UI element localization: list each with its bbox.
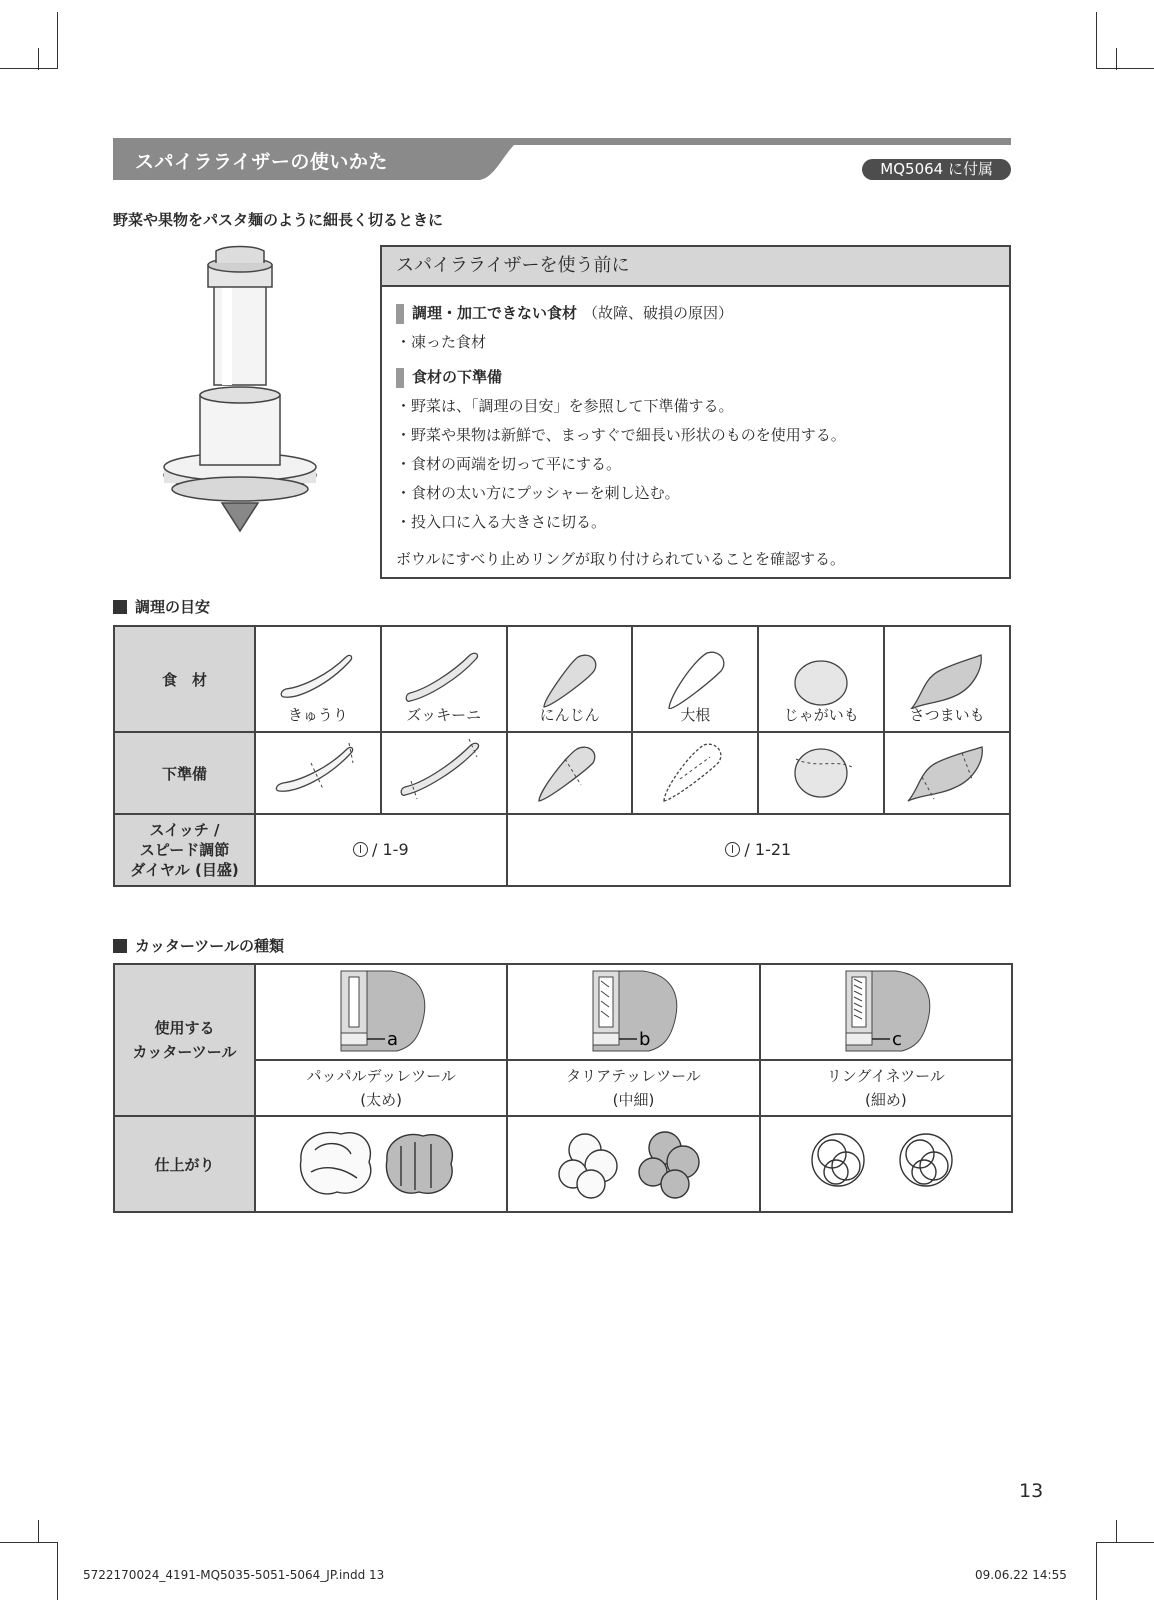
tool-name-b bbox=[507, 1060, 759, 1116]
ingredient-label: 大根 bbox=[680, 706, 711, 724]
ingredient-label: じゃがいも bbox=[783, 706, 859, 724]
speed-value: / 1-9 bbox=[372, 839, 409, 859]
crop-mark-top-left bbox=[38, 48, 39, 70]
row-header-tool-line: カッターツール bbox=[132, 1043, 237, 1061]
ingredient-label: ズッキーニ bbox=[406, 706, 482, 724]
page-number: 13 bbox=[1019, 1480, 1044, 1502]
tool-name: リングイネツール bbox=[826, 1067, 945, 1085]
result-c bbox=[760, 1116, 1012, 1212]
prep-item: ・食材の太い方にプッシャーを刺し込む。 bbox=[396, 484, 680, 502]
model-badge: MQ5064 に付属 bbox=[862, 159, 1011, 180]
row-header-tool bbox=[114, 964, 255, 1116]
section-title: スパイラライザーの使いかた bbox=[135, 151, 388, 173]
prep-carrot bbox=[507, 732, 633, 814]
tool-image-b bbox=[507, 964, 759, 1060]
prep-item: ・野菜や果物は新鮮で、まっすぐで細長い形状のものを使用する。 bbox=[396, 426, 846, 444]
ingredient-label: きゅうり bbox=[287, 706, 348, 724]
ingredient-label: にんじん bbox=[539, 706, 600, 724]
ingredient-carrot bbox=[507, 626, 633, 732]
carrot-icon bbox=[530, 649, 610, 709]
unusable-foods-heading bbox=[396, 299, 995, 328]
result-b bbox=[507, 1116, 759, 1212]
prep-item: ・投入口に入る大きさに切る。 bbox=[396, 513, 607, 531]
prep-item: ・野菜は、「調理の目安」を参照して下準備する。 bbox=[396, 397, 734, 415]
unusable-foods-title: 調理・加工できない食材 bbox=[412, 304, 578, 322]
speed-setting-1 bbox=[255, 814, 507, 886]
ingredient-potato bbox=[758, 626, 884, 732]
prep-heading bbox=[396, 363, 995, 392]
closing-note: ボウルにすべり止めリングが取り付けられていることを確認する。 bbox=[396, 550, 845, 568]
tool-letter: c bbox=[891, 1029, 902, 1050]
tool-image-c bbox=[760, 964, 1012, 1060]
ingredient-sweet-potato bbox=[884, 626, 1010, 732]
row-header-prep: 下準備 bbox=[114, 732, 255, 814]
before-use-heading: スパイラライザーを使う前に bbox=[382, 247, 1009, 287]
linguine-blade-icon bbox=[826, 967, 946, 1053]
section-header bbox=[113, 138, 1011, 182]
section-subtitle: 野菜や果物をパスタ麺のように細長く切るときに bbox=[113, 211, 444, 229]
tool-letter: b bbox=[639, 1029, 651, 1050]
tool-name: タリアテッレツール bbox=[566, 1067, 701, 1085]
pappardelle-blade-icon bbox=[321, 967, 441, 1053]
square-bullet-icon bbox=[113, 939, 127, 953]
heading-bar bbox=[396, 304, 404, 324]
potato-icon bbox=[781, 649, 861, 709]
row-header-switch-line: ダイヤル (目盛) bbox=[130, 861, 239, 879]
power-on-icon bbox=[725, 842, 740, 857]
prep-item: ・食材の両端を切って平にする。 bbox=[396, 455, 622, 473]
result-a bbox=[255, 1116, 507, 1212]
guide-heading-text: 調理の目安 bbox=[135, 598, 211, 616]
ingredient-cucumber bbox=[255, 626, 381, 732]
crop-mark-bottom-right bbox=[1116, 1520, 1117, 1542]
footer-timestamp: 09.06.22 14:55 bbox=[975, 1568, 1067, 1582]
spiralizer-illustration bbox=[160, 245, 320, 545]
sweet-potato-icon bbox=[907, 649, 987, 709]
row-header-result: 仕上がり bbox=[114, 1116, 255, 1212]
cutter-heading bbox=[113, 935, 284, 956]
tagliatelle-result-icon bbox=[543, 1120, 723, 1204]
tool-letter: a bbox=[387, 1029, 399, 1050]
speed-value: / 1-21 bbox=[744, 839, 792, 859]
square-bullet-icon bbox=[113, 600, 127, 614]
cucumber-icon bbox=[278, 649, 358, 709]
crop-mark-top-right bbox=[1116, 48, 1117, 70]
prep-sweet-potato bbox=[884, 732, 1010, 814]
daikon-prep-icon bbox=[650, 739, 740, 803]
row-header-switch-line: スピード調節 bbox=[139, 841, 230, 859]
prep-zucchini bbox=[381, 732, 507, 814]
prep-daikon bbox=[632, 732, 758, 814]
speed-setting-2 bbox=[507, 814, 1010, 886]
zucchini-prep-icon bbox=[399, 739, 489, 803]
tagliatelle-blade-icon bbox=[573, 967, 693, 1053]
tool-size: (細め) bbox=[864, 1091, 907, 1109]
unusable-foods-item: ・凍った食材 bbox=[396, 333, 487, 351]
crop-mark-bottom-left bbox=[0, 1542, 58, 1600]
row-header-switch bbox=[114, 814, 255, 886]
guide-heading bbox=[113, 596, 210, 617]
crop-mark-bottom-right bbox=[1096, 1542, 1154, 1600]
cutter-tools-table bbox=[113, 963, 1013, 1213]
heading-bar bbox=[396, 368, 404, 388]
before-use-box bbox=[380, 245, 1011, 579]
row-header-tool-line: 使用する bbox=[154, 1019, 215, 1037]
linguine-result-icon bbox=[796, 1120, 976, 1204]
tool-image-a bbox=[255, 964, 507, 1060]
prep-cucumber bbox=[255, 732, 381, 814]
prep-potato bbox=[758, 732, 884, 814]
carrot-prep-icon bbox=[525, 739, 615, 803]
unusable-foods-note: （故障、破損の原因） bbox=[583, 304, 734, 322]
pappardelle-result-icon bbox=[291, 1120, 471, 1204]
daikon-icon bbox=[655, 649, 735, 709]
power-on-icon bbox=[353, 842, 368, 857]
row-header-ingredients: 食 材 bbox=[114, 626, 255, 732]
ingredient-zucchini bbox=[381, 626, 507, 732]
tool-name-a bbox=[255, 1060, 507, 1116]
crop-mark-top-left bbox=[0, 12, 58, 69]
cucumber-prep-icon bbox=[273, 739, 363, 803]
tool-size: (中細) bbox=[612, 1091, 655, 1109]
tool-name-c bbox=[760, 1060, 1012, 1116]
ingredient-label: さつまいも bbox=[909, 706, 985, 724]
zucchini-icon bbox=[404, 649, 484, 709]
sweet-potato-prep-icon bbox=[902, 739, 992, 803]
potato-prep-icon bbox=[776, 739, 866, 803]
footer-file-name: 5722170024_4191-MQ5035-5051-5064_JP.indd 13 bbox=[83, 1568, 385, 1582]
tool-size: (太め) bbox=[360, 1091, 403, 1109]
prep-title: 食材の下準備 bbox=[412, 368, 503, 386]
crop-mark-bottom-left bbox=[38, 1520, 39, 1542]
row-header-switch-line: スイッチ / bbox=[149, 821, 220, 839]
ingredient-daikon bbox=[632, 626, 758, 732]
tool-name: パッパルデッレツール bbox=[306, 1067, 456, 1085]
crop-mark-top-right bbox=[1096, 12, 1154, 69]
cooking-guide-table bbox=[113, 625, 1011, 887]
cutter-heading-text: カッターツールの種類 bbox=[135, 937, 284, 955]
